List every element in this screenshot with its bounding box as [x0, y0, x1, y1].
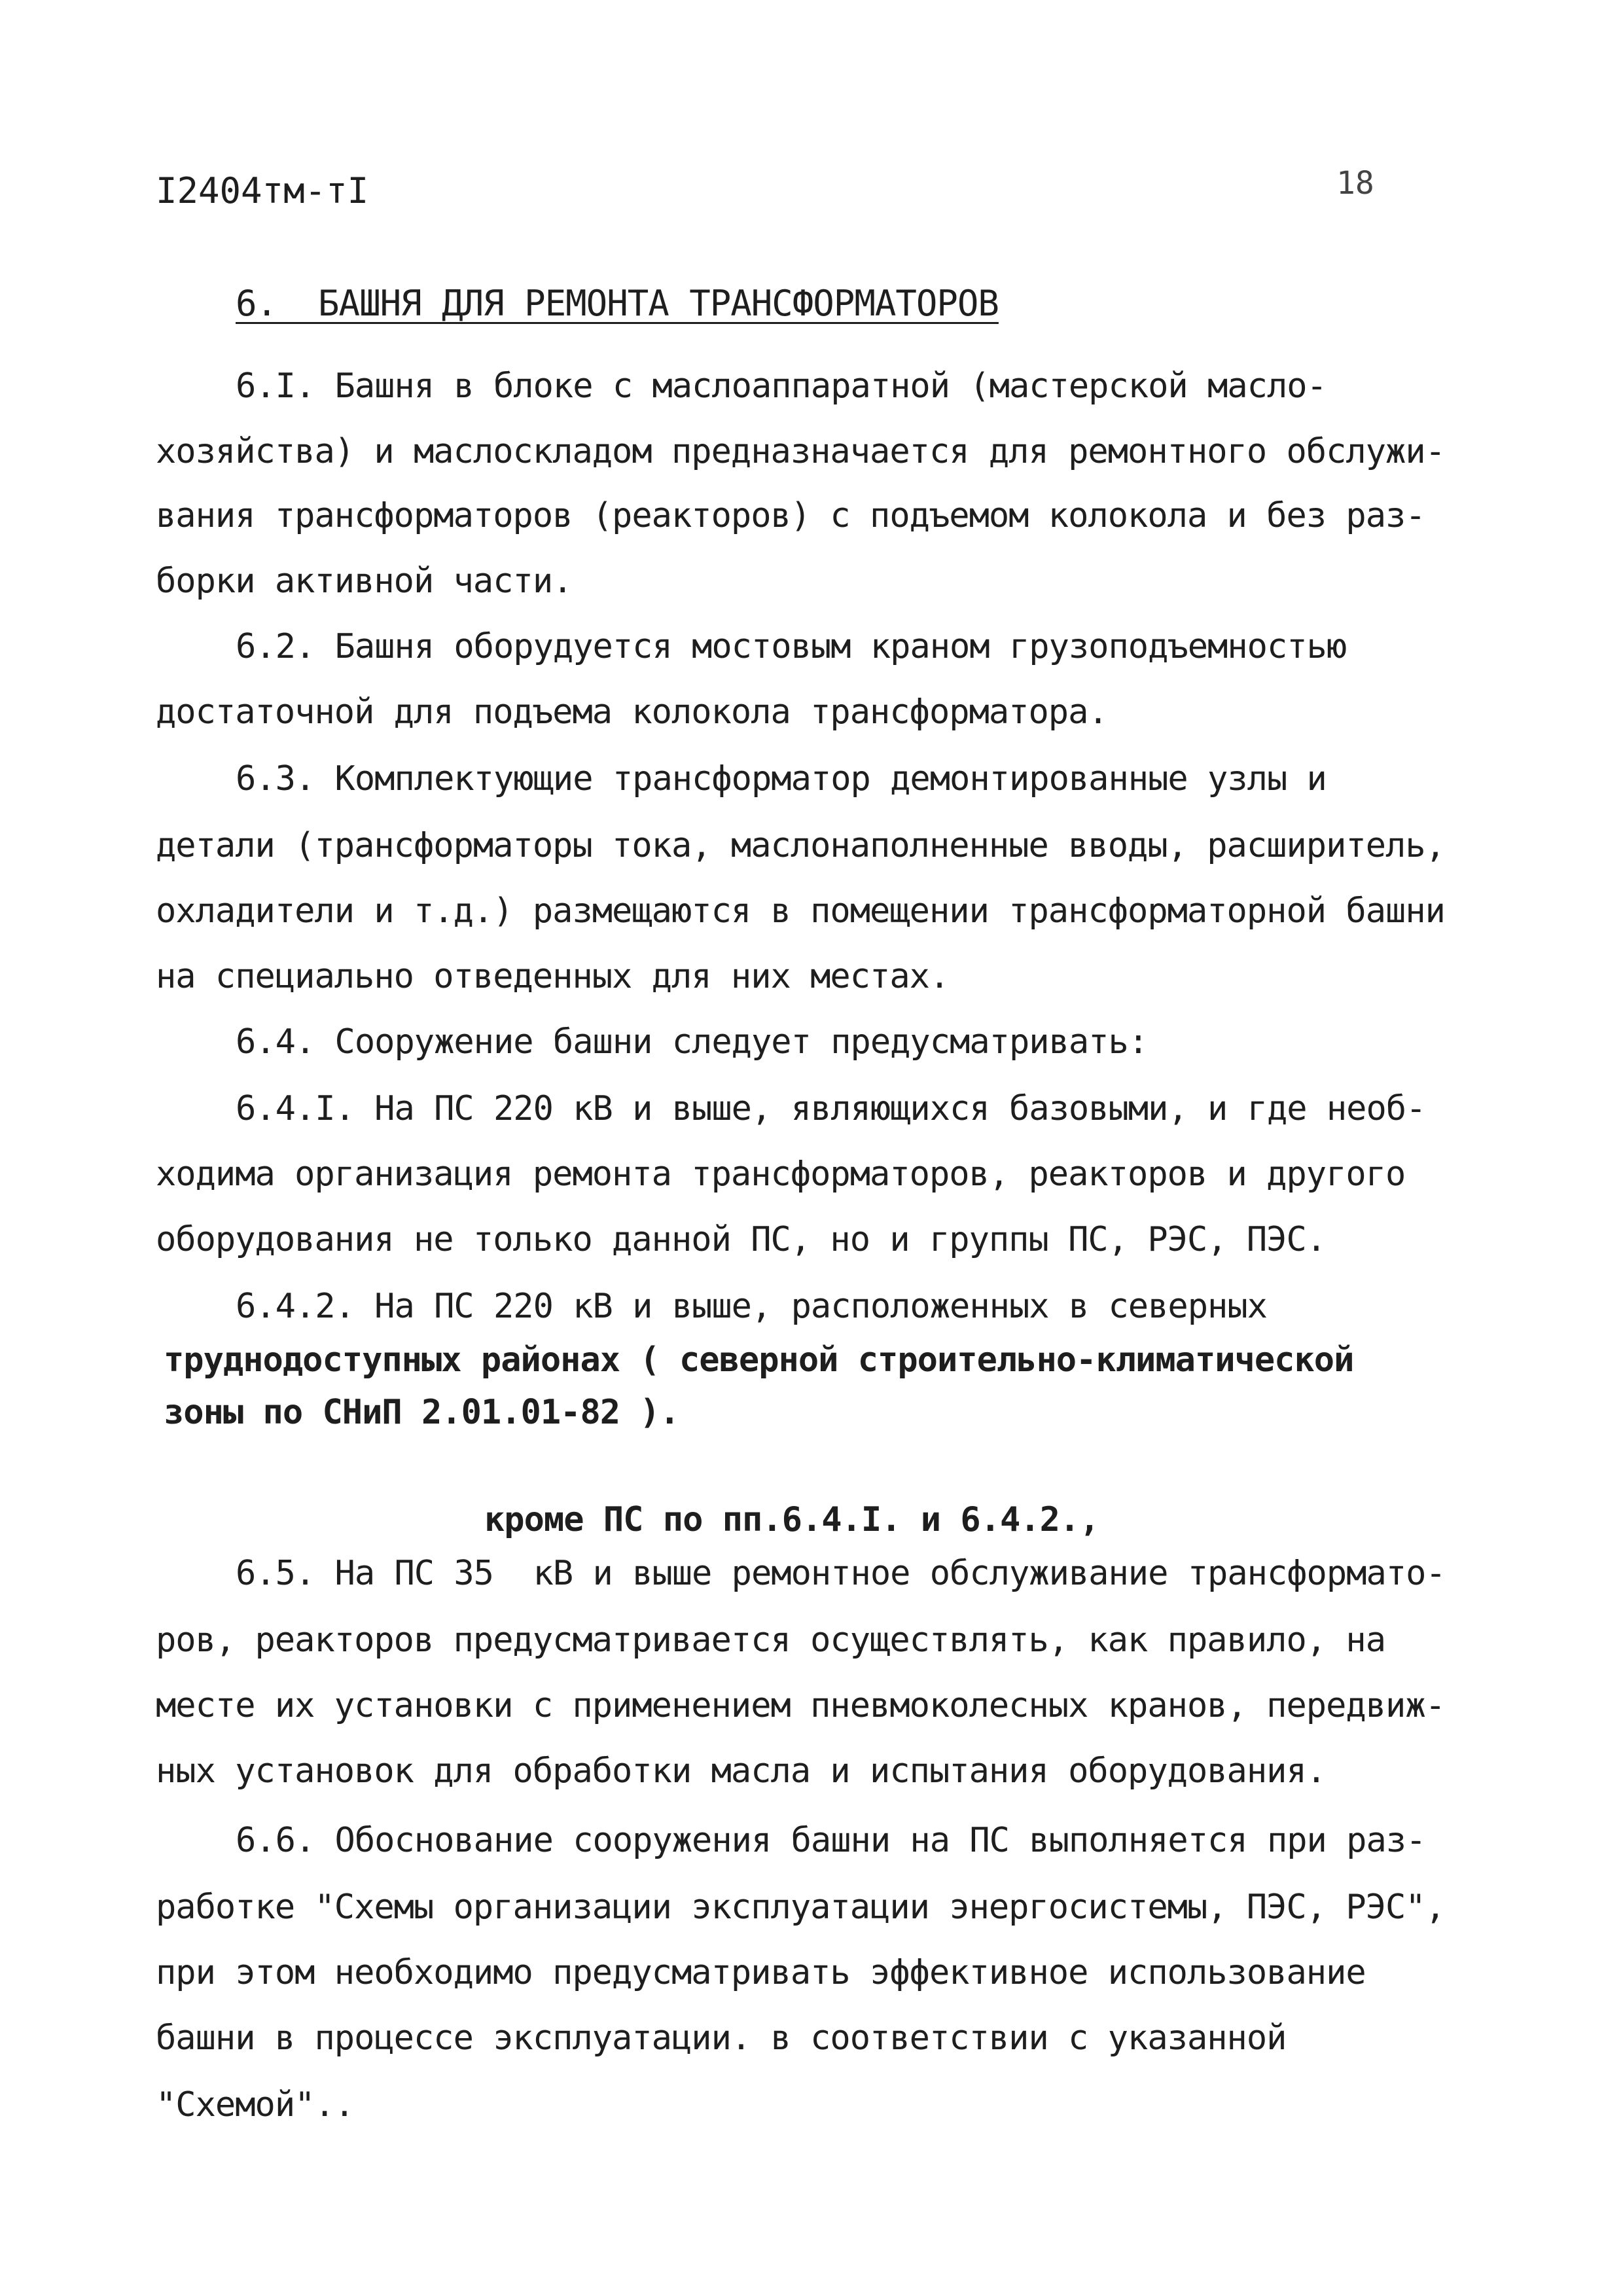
paragraph-6-6-line-2: работке "Схемы организации эксплуатации энергосистемы, ПЭС, РЭС",	[156, 1888, 1445, 1927]
paragraph-6-6-line-5: "Схемой"..	[156, 2085, 355, 2125]
paragraph-6-1-line-4: борки активной части.	[156, 562, 573, 601]
page-number: 18	[1336, 165, 1374, 202]
paragraph-6-5-line-2: ров, реакторов предусматривается осуществлять, как правило, на	[156, 1621, 1386, 1660]
paragraph-6-4-2-line-3: зоны по СНиП 2.01.01-82 ).	[164, 1393, 679, 1432]
paragraph-6-3-line-3: охладители и т.д.) размещаются в помещении трансформаторной башни	[156, 891, 1445, 931]
paragraph-6-1-line-2: хозяйства) и маслоскладом предназначается для ремонтного обслужи-	[156, 432, 1445, 471]
paragraph-6-5-line-4: ных установок для обработки масла и испытания оборудования.	[156, 1751, 1327, 1791]
paragraph-6-2-line-2: достаточной для подъема колокола трансформатора.	[156, 692, 1108, 732]
paragraph-6-2-line-1: 6.2. Башня оборудуется мостовым краном грузоподъемностью	[236, 627, 1347, 666]
section-heading: 6. БАШНЯ ДЛЯ РЕМОНТА ТРАНСФОРМАТОРОВ	[236, 283, 999, 324]
paragraph-6-4-1-line-1: 6.4.I. На ПС 220 кВ и выше, являющихся базовыми, и где необ-	[236, 1089, 1426, 1128]
paragraph-6-1-line-1: 6.I. Башня в блоке с маслоаппаратной (мастерской масло-	[236, 367, 1327, 406]
paragraph-6-1-line-3: вания трансформаторов (реакторов) с подъемом колокола и без раз-	[156, 496, 1425, 535]
paragraph-6-6-line-4: башни в процессе эксплуатации. в соответствии с указанной	[156, 2018, 1287, 2058]
paragraph-6-4-2-line-2: труднодоступных районах ( северной строительно-климатической	[164, 1340, 1354, 1380]
document-code: I2404тм-тI	[156, 170, 369, 211]
paragraph-6-3-line-2: детали (трансформаторы тока, маслонаполненные вводы, расширитель,	[156, 826, 1445, 865]
paragraph-6-6-line-1: 6.6. Обоснование сооружения башни на ПС выполняется при раз-	[236, 1821, 1426, 1860]
paragraph-6-4-2-line-1: 6.4.2. На ПС 220 кВ и выше, расположенных в северных	[236, 1287, 1267, 1326]
paragraph-6-6-line-3: при этом необходимо предусматривать эффективное использование	[156, 1953, 1366, 1992]
paragraph-6-3-line-1: 6.3. Комплектующие трансформатор демонтированные узлы и	[236, 759, 1327, 798]
paragraph-6-5-line-3: месте их установки с применением пневмоколесных кранов, передвиж-	[156, 1686, 1445, 1725]
paragraph-6-4-line-1: 6.4. Сооружение башни следует предусматривать:	[236, 1022, 1149, 1062]
paragraph-6-5-line-1: 6.5. На ПС 35 кВ и выше ремонтное обслуживание трансформато-	[236, 1554, 1446, 1593]
paragraph-6-4-1-line-3: оборудования не только данной ПС, но и группы ПС, РЭС, ПЭС.	[156, 1220, 1327, 1259]
paragraph-6-3-line-4: на специально отведенных для них местах.	[156, 957, 950, 996]
paragraph-6-4-1-line-2: ходима организация ремонта трансформаторов, реакторов и другого	[156, 1155, 1406, 1194]
inserted-correction: кроме ПС по пп.6.4.I. и 6.4.2.,	[484, 1500, 1099, 1539]
